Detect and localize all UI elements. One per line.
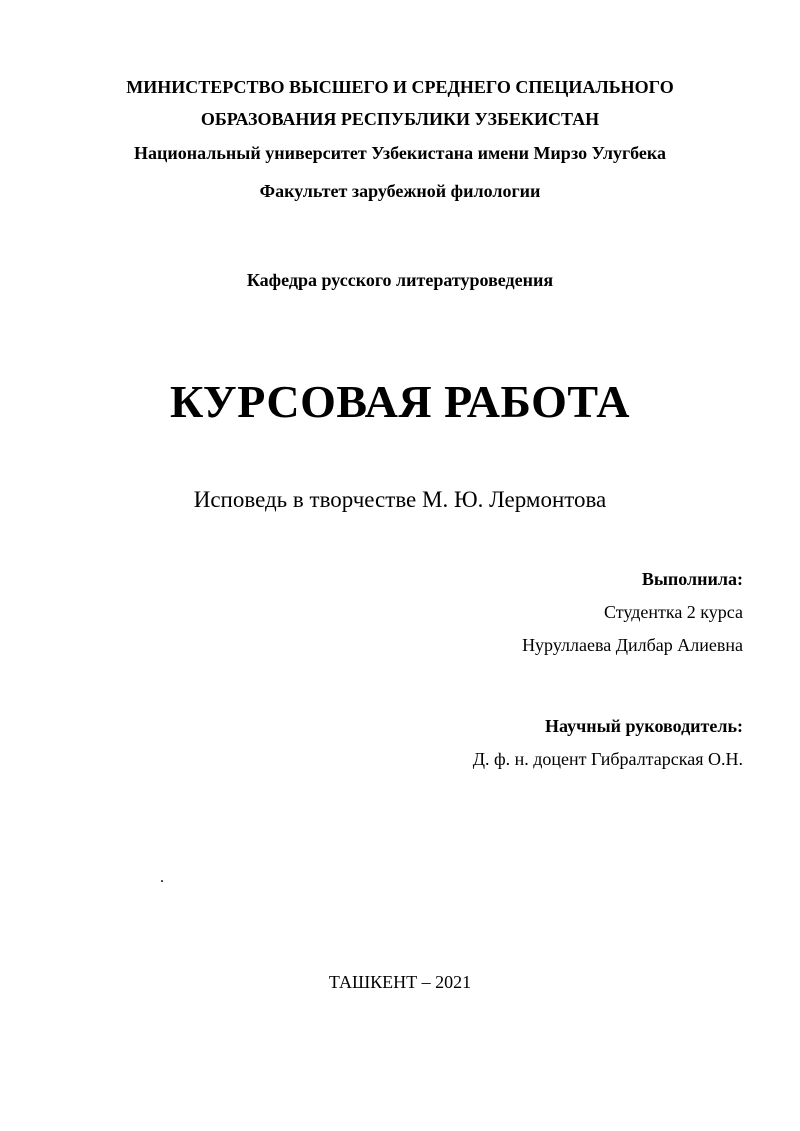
supervisor-name: Д. ф. н. доцент Гибралтарская О.Н.: [472, 749, 743, 769]
department-name: Кафедра русского литературоведения: [246, 270, 554, 290]
ministry-line-2: ОБРАЗОВАНИЯ РЕСПУБЛИКИ УЗБЕКИСТАН: [200, 109, 600, 129]
document-title: КУРСОВАЯ РАБОТА: [170, 376, 630, 427]
stray-dot: .: [160, 869, 164, 886]
faculty-name: Факультет зарубежной филологии: [259, 181, 541, 201]
author-label: Выполнила:: [641, 569, 743, 589]
document-subtitle: Исповедь в творчестве М. Ю. Лермонтова: [193, 487, 607, 512]
author-name: Нуруллаева Дилбар Алиевна: [522, 635, 743, 655]
author-position: Студентка 2 курса: [603, 602, 743, 622]
city-year: ТАШКЕНТ – 2021: [328, 972, 472, 992]
supervisor-label: Научный руководитель:: [545, 716, 743, 736]
university-name: Национальный университет Узбекистана имени Мирзо Улугбека: [134, 143, 666, 163]
ministry-line-1: МИНИСТЕРСТВО ВЫСШЕГО И СРЕДНЕГО СПЕЦИАЛЬНОГО: [126, 77, 674, 97]
